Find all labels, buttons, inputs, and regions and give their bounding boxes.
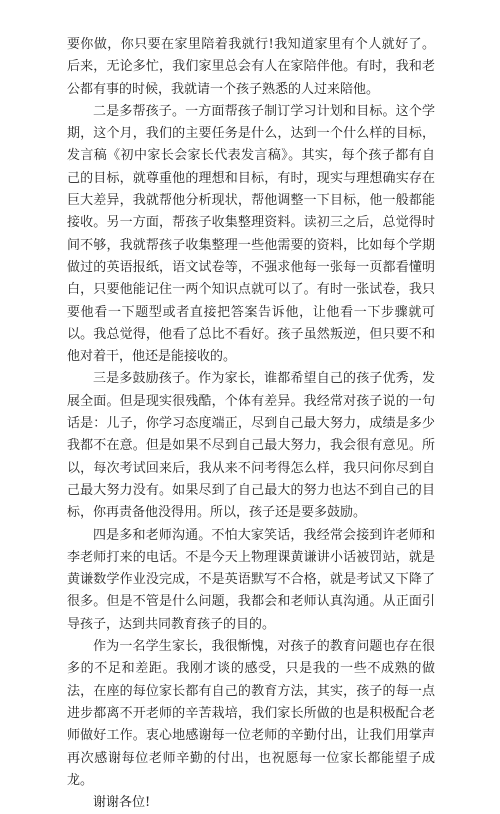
paragraph-thanks: 谢谢各位! (93, 795, 151, 811)
paragraph-encourage-child: 三是多鼓励孩子。作为家长，谁都希望自己的孩子优秀，发展全面。但是现实很残酷，个体有差异。我经常对孩子说的一句话是：儿子，你学习态度端正，尽到自己最大努力，成绩是多少我都不在意。但是如果不尽到自己最大努力，我会很有意见。所以，每次考试回来后，我从来不问考得怎么样，我只问你尽到自己最大努力没有。如果尽到了自己最大的努力也达不到自己的目标，你再责备他没得用。所以，孩子还是要多鼓励。 (67, 371, 435, 521)
paragraph-continuation: 要你做，你只要在家里陪着我就行!我知道家里有个人就好了。后来，无论多忙，我们家里总会有人在家陪伴他。有时，我和老公都有事的时候，我就请一个孩子熟悉的人过来陪他。 (67, 37, 435, 97)
paragraph-communicate-teachers: 四是多和老师沟通。不怕大家笑话，我经常会接到许老师和李老师打来的电话。不是今天上物理课黄谦讲小话被罚站，就是黄谦数学作业没完成，不是英语默写不合格，就是考试又下降了很多。但是不管是什么问题，我都会和老师认真沟通。从正面引导孩子，达到共同教育孩子的目的。 (67, 527, 435, 632)
paragraph-closing: 作为一名学生家长，我很惭愧，对孩子的教育问题也存在很多的不足和差距。我刚才谈的感受，只是我的一些不成熟的做法，在座的每位家长都有自己的教育方法，其实，孩子的每一点进步都离不开老师的辛苦栽培，我们家长所做的也是积极配合老师做好工作。衷心地感谢每一位老师的辛勤付出，让我们用掌声再次感谢每位老师辛勤的付出，也祝愿每一位家长都能望子成龙。 (67, 639, 435, 788)
paragraph-help-child: 二是多帮孩子。一方面帮孩子制订学习计划和目标。这个学期，这个月，我们的主要任务是什么，达到一个什么样的目标，发言稿《初中家长会家长代表发言稿》。其实，每个孩子都有自己的目标，就尊重他的理想和目标，有时，现实与理想确实存在巨大差异，我就帮他分析现状，帮他调整一下目标，他一般都能接收。另一方面，帮孩子收集整理资料。读初三之后，总觉得时间不够，我就帮孩子收集整理一些他需要的资料，比如每个学期做过的英语报纸，语文试卷等，不强求他每一张每一页都看懂明白，只要他能记住一两个知识点就可以了。有时一张试卷，我只要他看一下题型或者直接把答案告诉他，让他看一下步骤就可以。我总觉得，他看了总比不看好。孩子虽然叛逆，但只要不和他对着干，他还是能接收的。 (67, 103, 435, 365)
document-body (67, 34, 435, 814)
